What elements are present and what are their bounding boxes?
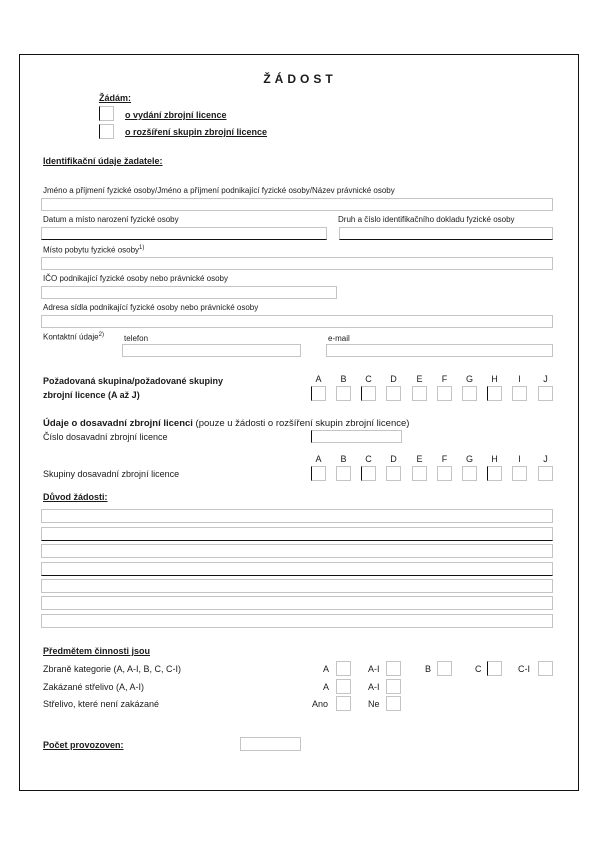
- group-letter-f: F: [441, 374, 448, 384]
- previous-heading-note: (pouze u žádosti o rozšíření skupin zbrojní licence): [192, 418, 410, 429]
- prev-checkbox-c[interactable]: [361, 466, 376, 481]
- prohibited-ammo-label: Zakázané střelivo (A, A-I): [43, 682, 145, 692]
- group-letter-j: J: [543, 374, 548, 384]
- request-heading: Žádám:: [99, 93, 132, 103]
- prev-letter-e: E: [416, 454, 423, 464]
- ammo-yes-checkbox[interactable]: [336, 696, 351, 711]
- residence-footnote: 1): [139, 245, 145, 251]
- reason-heading: Důvod žádosti:: [43, 492, 108, 502]
- contact-label-text: Kontaktní údaje: [43, 332, 99, 342]
- email-label: e-mail: [328, 334, 350, 343]
- previous-groups-label: Skupiny dosavadní zbrojní licence: [43, 469, 180, 479]
- group-checkbox-g[interactable]: [462, 386, 477, 401]
- groups-label-line2: zbrojní licence (A až J): [43, 390, 140, 400]
- prohibited-ammo-opt-a-label: A: [323, 682, 330, 692]
- prev-letter-g: G: [465, 454, 473, 464]
- name-label: Jméno a příjmení fyzické osoby/Jméno a příjmení podnikající fyzické osoby/Název právnické osoby: [43, 186, 395, 195]
- group-checkbox-a[interactable]: [311, 386, 326, 401]
- ico-field[interactable]: [41, 286, 337, 299]
- reason-line-7[interactable]: [41, 614, 553, 628]
- previous-heading: [43, 418, 409, 429]
- weapons-opt-ai-checkbox[interactable]: [386, 661, 401, 676]
- group-checkbox-h[interactable]: [487, 386, 502, 401]
- group-letter-h: H: [491, 374, 498, 384]
- phone-label: telefon: [124, 334, 149, 343]
- prev-letter-c: C: [365, 454, 372, 464]
- request-issue-checkbox[interactable]: [99, 106, 114, 121]
- prev-checkbox-g[interactable]: [462, 466, 477, 481]
- group-letter-e: E: [416, 374, 423, 384]
- weapons-opt-b-label: B: [425, 664, 432, 674]
- prev-letter-a: A: [315, 454, 322, 464]
- residence-label: [43, 245, 144, 255]
- previous-number-field[interactable]: [311, 430, 402, 443]
- form-title: ŽÁDOST: [263, 72, 337, 86]
- group-letter-a: A: [315, 374, 322, 384]
- prev-letter-j: J: [543, 454, 548, 464]
- prev-checkbox-d[interactable]: [386, 466, 401, 481]
- weapons-opt-a-checkbox[interactable]: [336, 661, 351, 676]
- group-checkbox-d[interactable]: [386, 386, 401, 401]
- weapons-opt-a-label: A: [323, 664, 330, 674]
- reason-line-6[interactable]: [41, 596, 553, 610]
- prev-checkbox-e[interactable]: [412, 466, 427, 481]
- residence-label-text: Místo pobytu fyzické osoby: [43, 245, 140, 255]
- group-checkbox-i[interactable]: [512, 386, 527, 401]
- ico-label: IČO podnikající fyzické osoby nebo právnické osoby: [43, 274, 228, 283]
- contact-label: [43, 332, 104, 342]
- residence-field[interactable]: [41, 257, 553, 270]
- prohibited-ammo-opt-ai-checkbox[interactable]: [386, 679, 401, 694]
- ammo-yes-label: Ano: [312, 699, 329, 709]
- seat-label: Adresa sídla podnikající fyzické osoby nebo právnické osoby: [43, 303, 259, 312]
- request-issue-label: o vydání zbrojní licence: [125, 110, 227, 120]
- group-checkbox-e[interactable]: [412, 386, 427, 401]
- id-doc-label: Druh a číslo identifikačního dokladu fyzické osoby: [338, 215, 515, 224]
- ammo-label: Střelivo, které není zakázané: [43, 699, 160, 709]
- prev-letter-h: H: [491, 454, 498, 464]
- prev-letter-i: I: [518, 454, 521, 464]
- weapons-category-label: Zbraně kategorie (A, A-I, B, C, C-I): [43, 664, 182, 674]
- birth-field[interactable]: [41, 227, 327, 240]
- subject-heading: Předmětem činnosti jsou: [43, 646, 151, 656]
- prev-checkbox-f[interactable]: [437, 466, 452, 481]
- id-doc-field[interactable]: [339, 227, 553, 240]
- group-checkbox-c[interactable]: [361, 386, 376, 401]
- reason-line-2[interactable]: [41, 527, 553, 541]
- seat-field[interactable]: [41, 315, 553, 328]
- prohibited-ammo-opt-ai-label: A-I: [368, 682, 380, 692]
- birth-label: Datum a místo narození fyzické osoby: [43, 215, 179, 224]
- email-field[interactable]: [326, 344, 553, 357]
- prev-checkbox-b[interactable]: [336, 466, 351, 481]
- prev-letter-f: F: [441, 454, 448, 464]
- form-frame: [19, 54, 579, 791]
- prev-letter-b: B: [340, 454, 347, 464]
- prev-checkbox-i[interactable]: [512, 466, 527, 481]
- ammo-no-checkbox[interactable]: [386, 696, 401, 711]
- reason-line-3[interactable]: [41, 544, 553, 558]
- group-letter-i: I: [518, 374, 521, 384]
- name-field[interactable]: [41, 198, 553, 211]
- contact-footnote: 2): [98, 332, 104, 338]
- prohibited-ammo-opt-a-checkbox[interactable]: [336, 679, 351, 694]
- phone-field[interactable]: [122, 344, 301, 357]
- weapons-opt-b-checkbox[interactable]: [437, 661, 452, 676]
- weapons-opt-c-label: C: [475, 664, 482, 674]
- prev-checkbox-h[interactable]: [487, 466, 502, 481]
- reason-line-4[interactable]: [41, 562, 553, 576]
- previous-heading-text: Údaje o dosavadní zbrojní licenci: [43, 418, 193, 429]
- prev-checkbox-j[interactable]: [538, 466, 553, 481]
- identification-heading: Identifikační údaje žadatele:: [43, 156, 163, 166]
- group-checkbox-b[interactable]: [336, 386, 351, 401]
- group-letter-d: D: [390, 374, 397, 384]
- group-checkbox-j[interactable]: [538, 386, 553, 401]
- ammo-no-label: Ne: [368, 699, 380, 709]
- premises-field[interactable]: [240, 737, 301, 751]
- weapons-opt-ci-label: C-I: [518, 664, 530, 674]
- weapons-opt-c-checkbox[interactable]: [487, 661, 502, 676]
- request-extend-checkbox[interactable]: [99, 124, 114, 139]
- group-checkbox-f[interactable]: [437, 386, 452, 401]
- reason-line-5[interactable]: [41, 579, 553, 593]
- group-letter-b: B: [340, 374, 347, 384]
- groups-label-line1: Požadovaná skupina/požadované skupiny: [43, 376, 224, 386]
- reason-line-1[interactable]: [41, 509, 553, 523]
- weapons-opt-ai-label: A-I: [368, 664, 380, 674]
- prev-checkbox-a[interactable]: [311, 466, 326, 481]
- group-letter-c: C: [365, 374, 372, 384]
- previous-number-label: Číslo dosavadní zbrojní licence: [43, 432, 168, 442]
- premises-label: Počet provozoven:: [43, 740, 124, 750]
- request-extend-label: o rozšíření skupin zbrojní licence: [125, 127, 268, 137]
- weapons-opt-ci-checkbox[interactable]: [538, 661, 553, 676]
- prev-letter-d: D: [390, 454, 397, 464]
- group-letter-g: G: [465, 374, 473, 384]
